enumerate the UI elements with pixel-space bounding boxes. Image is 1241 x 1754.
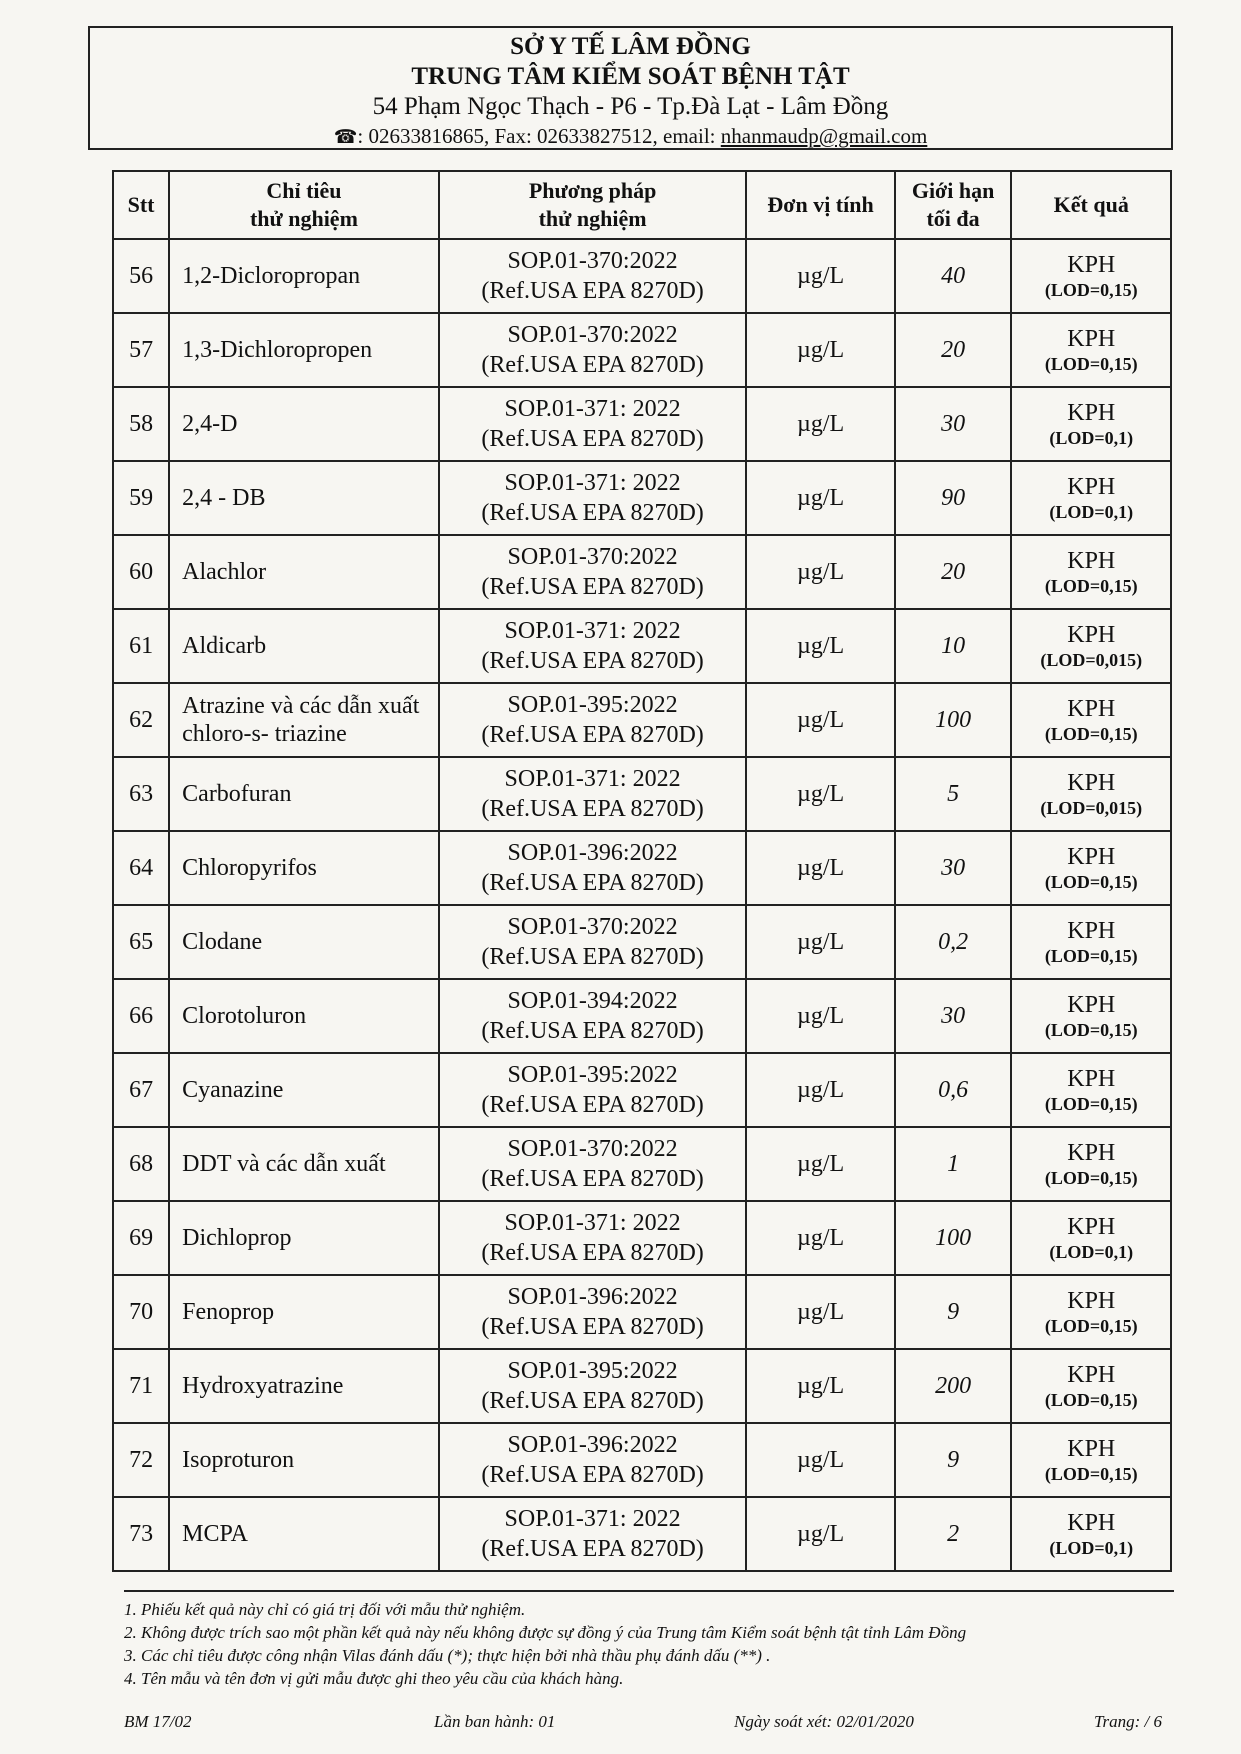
- result-value: KPH: [1067, 1510, 1116, 1536]
- result-value: KPH: [1067, 326, 1116, 352]
- row-stt: 61: [113, 609, 169, 683]
- table-row: [113, 1497, 1171, 1571]
- table-row: [113, 313, 1171, 387]
- table-row: [113, 1053, 1171, 1127]
- method-ref: (Ref.USA EPA 8270D): [481, 648, 704, 674]
- result-lod: (LOD=0,1): [1049, 502, 1134, 522]
- row-stt: 59: [113, 461, 169, 535]
- method-code: SOP.01-395:2022: [507, 1062, 678, 1088]
- table-row: [113, 683, 1171, 757]
- row-stt: 62: [113, 683, 169, 757]
- row-limit: 30: [895, 831, 1012, 905]
- row-limit: 30: [895, 387, 1012, 461]
- row-indicator: MCPA: [169, 1497, 439, 1571]
- row-indicator: Alachlor: [169, 535, 439, 609]
- row-result: [1011, 979, 1171, 1053]
- row-limit: 200: [895, 1349, 1012, 1423]
- row-limit: 10: [895, 609, 1012, 683]
- row-stt: 65: [113, 905, 169, 979]
- result-lod: (LOD=0,15): [1044, 946, 1138, 966]
- result-lod: (LOD=0,15): [1044, 1094, 1138, 1114]
- row-unit: µg/L: [746, 905, 894, 979]
- result-lod: (LOD=0,015): [1040, 650, 1143, 670]
- result-lod: (LOD=0,15): [1044, 354, 1138, 374]
- method-code: SOP.01-394:2022: [507, 988, 678, 1014]
- row-result: [1011, 461, 1171, 535]
- notes-divider: [124, 1590, 1174, 1592]
- row-stt: 63: [113, 757, 169, 831]
- method-ref: (Ref.USA EPA 8270D): [481, 1462, 704, 1488]
- row-stt: 72: [113, 1423, 169, 1497]
- result-lod: (LOD=0,15): [1044, 1390, 1138, 1410]
- row-limit: 40: [895, 239, 1012, 313]
- center-name: TRUNG TÂM KIỂM SOÁT BỆNH TẬT: [411, 63, 850, 90]
- row-method: [439, 757, 747, 831]
- method-code: SOP.01-370:2022: [507, 1136, 678, 1162]
- result-value: KPH: [1067, 844, 1116, 870]
- result-lod: (LOD=0,15): [1044, 872, 1138, 892]
- row-method: [439, 979, 747, 1053]
- result-value: KPH: [1067, 1288, 1116, 1314]
- row-result: [1011, 757, 1171, 831]
- method-code: SOP.01-371: 2022: [504, 396, 681, 422]
- result-value: KPH: [1067, 548, 1116, 574]
- form-code: BM 17/02: [124, 1712, 192, 1731]
- result-value: KPH: [1067, 992, 1116, 1018]
- row-result: [1011, 535, 1171, 609]
- row-result: [1011, 1349, 1171, 1423]
- row-indicator: Dichloprop: [169, 1201, 439, 1275]
- review-date: Ngày soát xét: 02/01/2020: [734, 1712, 914, 1731]
- method-code: SOP.01-371: 2022: [504, 1506, 681, 1532]
- department-name: SỞ Y TẾ LÂM ĐỒNG: [510, 33, 751, 60]
- issue-number: Lần ban hành: 01: [434, 1712, 556, 1731]
- row-unit: µg/L: [746, 979, 894, 1053]
- contact-line: [90, 122, 1171, 152]
- table-row: [113, 831, 1171, 905]
- note-3: 3. Các chỉ tiêu được công nhận Vilas đánh dấu (*); thực hiện bởi nhà thầu phụ đánh dấu (**) .: [124, 1646, 771, 1665]
- row-result: [1011, 1201, 1171, 1275]
- method-ref: (Ref.USA EPA 8270D): [481, 352, 704, 378]
- row-limit: 0,2: [895, 905, 1012, 979]
- row-stt: 73: [113, 1497, 169, 1571]
- row-method: [439, 1275, 747, 1349]
- header-stt: Stt: [113, 171, 169, 239]
- row-stt: 69: [113, 1201, 169, 1275]
- table-row: [113, 461, 1171, 535]
- row-method: [439, 387, 747, 461]
- row-indicator: Clodane: [169, 905, 439, 979]
- header-limit: Giới hạn tối đa: [895, 171, 1012, 239]
- row-unit: µg/L: [746, 239, 894, 313]
- row-method: [439, 609, 747, 683]
- table-row: [113, 1127, 1171, 1201]
- row-indicator: Isoproturon: [169, 1423, 439, 1497]
- row-unit: µg/L: [746, 831, 894, 905]
- method-ref: (Ref.USA EPA 8270D): [481, 1092, 704, 1118]
- row-result: [1011, 905, 1171, 979]
- page-number: Trang: / 6: [1094, 1712, 1163, 1731]
- phone-fax: : 02633816865, Fax: 02633827512, email:: [357, 124, 721, 148]
- result-lod: (LOD=0,15): [1044, 1020, 1138, 1040]
- method-ref: (Ref.USA EPA 8270D): [481, 500, 704, 526]
- row-unit: µg/L: [746, 683, 894, 757]
- row-stt: 58: [113, 387, 169, 461]
- row-unit: µg/L: [746, 1201, 894, 1275]
- row-method: [439, 1423, 747, 1497]
- method-code: SOP.01-371: 2022: [504, 618, 681, 644]
- result-lod: (LOD=0,15): [1044, 1168, 1138, 1188]
- result-lod: (LOD=0,15): [1044, 1316, 1138, 1336]
- result-value: KPH: [1067, 1436, 1116, 1462]
- row-unit: µg/L: [746, 1127, 894, 1201]
- note-1: 1. Phiếu kết quả này chỉ có giá trị đối với mẫu thử nghiệm.: [124, 1600, 526, 1619]
- header-result: Kết quả: [1011, 171, 1171, 239]
- method-ref: (Ref.USA EPA 8270D): [481, 1240, 704, 1266]
- table-row: [113, 239, 1171, 313]
- row-indicator: 1,2-Dicloropropan: [169, 239, 439, 313]
- row-unit: µg/L: [746, 1423, 894, 1497]
- row-indicator: 1,3-Dichloropropen: [169, 313, 439, 387]
- row-method: [439, 1053, 747, 1127]
- row-indicator: DDT và các dẫn xuất: [169, 1127, 439, 1201]
- method-ref: (Ref.USA EPA 8270D): [481, 944, 704, 970]
- method-ref: (Ref.USA EPA 8270D): [481, 1536, 704, 1562]
- result-value: KPH: [1067, 1140, 1116, 1166]
- result-value: KPH: [1067, 252, 1116, 278]
- row-limit: 20: [895, 535, 1012, 609]
- row-method: [439, 1127, 747, 1201]
- row-limit: 100: [895, 1201, 1012, 1275]
- method-ref: (Ref.USA EPA 8270D): [481, 1388, 704, 1414]
- notes: [124, 1590, 1174, 1690]
- method-code: SOP.01-396:2022: [507, 840, 678, 866]
- method-ref: (Ref.USA EPA 8270D): [481, 870, 704, 896]
- method-ref: (Ref.USA EPA 8270D): [481, 722, 704, 748]
- row-limit: 0,6: [895, 1053, 1012, 1127]
- row-result: [1011, 683, 1171, 757]
- table-header-row: [113, 171, 1171, 239]
- row-method: [439, 1349, 747, 1423]
- row-limit: 100: [895, 683, 1012, 757]
- table-row: [113, 609, 1171, 683]
- row-result: [1011, 1497, 1171, 1571]
- row-limit: 9: [895, 1275, 1012, 1349]
- row-method: [439, 239, 747, 313]
- method-ref: (Ref.USA EPA 8270D): [481, 1314, 704, 1340]
- row-method: [439, 1497, 747, 1571]
- phone-icon: ☎: [333, 127, 358, 148]
- table-row: [113, 905, 1171, 979]
- row-unit: µg/L: [746, 535, 894, 609]
- result-value: KPH: [1067, 696, 1116, 722]
- method-ref: (Ref.USA EPA 8270D): [481, 796, 704, 822]
- method-code: SOP.01-395:2022: [507, 1358, 678, 1384]
- note-2: 2. Không được trích sao một phần kết quả này nếu không được sự đồng ý của Trung tâm Kiểm soát bệnh tật tỉnh Lâm Đồng: [124, 1623, 967, 1642]
- method-code: SOP.01-370:2022: [507, 544, 678, 570]
- row-indicator: Clorotoluron: [169, 979, 439, 1053]
- row-stt: 56: [113, 239, 169, 313]
- row-unit: µg/L: [746, 313, 894, 387]
- row-stt: 57: [113, 313, 169, 387]
- result-lod: (LOD=0,15): [1044, 724, 1138, 744]
- row-unit: µg/L: [746, 1497, 894, 1571]
- result-value: KPH: [1067, 1214, 1116, 1240]
- result-value: KPH: [1067, 1362, 1116, 1388]
- document-header: [88, 26, 1173, 150]
- row-stt: 71: [113, 1349, 169, 1423]
- method-code: SOP.01-370:2022: [507, 914, 678, 940]
- row-limit: 90: [895, 461, 1012, 535]
- method-code: SOP.01-396:2022: [507, 1432, 678, 1458]
- table-row: [113, 535, 1171, 609]
- table-row: [113, 1275, 1171, 1349]
- method-ref: (Ref.USA EPA 8270D): [481, 426, 704, 452]
- table-row: [113, 1201, 1171, 1275]
- row-result: [1011, 1423, 1171, 1497]
- note-4: 4. Tên mẫu và tên đơn vị gửi mẫu được ghi theo yêu cầu của khách hàng.: [124, 1669, 624, 1688]
- row-result: [1011, 831, 1171, 905]
- row-stt: 64: [113, 831, 169, 905]
- row-method: [439, 1201, 747, 1275]
- table-row: [113, 1349, 1171, 1423]
- row-limit: 9: [895, 1423, 1012, 1497]
- row-indicator: Aldicarb: [169, 609, 439, 683]
- method-code: SOP.01-370:2022: [507, 322, 678, 348]
- result-lod: (LOD=0,1): [1049, 1538, 1134, 1558]
- row-stt: 67: [113, 1053, 169, 1127]
- table-row: [113, 387, 1171, 461]
- result-value: KPH: [1067, 770, 1116, 796]
- method-ref: (Ref.USA EPA 8270D): [481, 1166, 704, 1192]
- method-ref: (Ref.USA EPA 8270D): [481, 1018, 704, 1044]
- method-ref: (Ref.USA EPA 8270D): [481, 574, 704, 600]
- row-stt: 68: [113, 1127, 169, 1201]
- result-lod: (LOD=0,1): [1049, 428, 1134, 448]
- result-lod: (LOD=0,1): [1049, 1242, 1134, 1262]
- row-limit: 2: [895, 1497, 1012, 1571]
- row-unit: µg/L: [746, 461, 894, 535]
- method-code: SOP.01-396:2022: [507, 1284, 678, 1310]
- row-limit: 1: [895, 1127, 1012, 1201]
- row-limit: 20: [895, 313, 1012, 387]
- method-code: SOP.01-370:2022: [507, 248, 678, 274]
- row-result: [1011, 1275, 1171, 1349]
- result-lod: (LOD=0,15): [1044, 1464, 1138, 1484]
- row-method: [439, 831, 747, 905]
- row-limit: 30: [895, 979, 1012, 1053]
- row-method: [439, 313, 747, 387]
- table-row: [113, 1423, 1171, 1497]
- result-value: KPH: [1067, 400, 1116, 426]
- row-method: [439, 535, 747, 609]
- results-table: [112, 170, 1172, 1572]
- row-stt: 70: [113, 1275, 169, 1349]
- row-result: [1011, 1053, 1171, 1127]
- row-result: [1011, 387, 1171, 461]
- row-stt: 60: [113, 535, 169, 609]
- row-result: [1011, 313, 1171, 387]
- row-unit: µg/L: [746, 1275, 894, 1349]
- method-code: SOP.01-371: 2022: [504, 470, 681, 496]
- method-code: SOP.01-395:2022: [507, 692, 678, 718]
- header-indicator: Chỉ tiêu thử nghiệm: [169, 171, 439, 239]
- table-row: [113, 757, 1171, 831]
- row-indicator: Atrazine và các dẫn xuất chloro-s- triazine: [169, 683, 439, 757]
- row-result: [1011, 1127, 1171, 1201]
- header-unit: Đơn vị tính: [746, 171, 894, 239]
- address: 54 Phạm Ngọc Thạch - P6 - Tp.Đà Lạt - Lâm Đồng: [372, 93, 889, 120]
- row-indicator: Cyanazine: [169, 1053, 439, 1127]
- table-row: [113, 979, 1171, 1053]
- row-method: [439, 905, 747, 979]
- row-indicator: Hydroxyatrazine: [169, 1349, 439, 1423]
- row-stt: 66: [113, 979, 169, 1053]
- row-unit: µg/L: [746, 609, 894, 683]
- row-indicator: 2,4-D: [169, 387, 439, 461]
- result-lod: (LOD=0,15): [1044, 280, 1138, 300]
- row-indicator: Chloropyrifos: [169, 831, 439, 905]
- result-value: KPH: [1067, 474, 1116, 500]
- result-lod: (LOD=0,015): [1040, 798, 1143, 818]
- row-result: [1011, 239, 1171, 313]
- row-method: [439, 683, 747, 757]
- row-indicator: 2,4 - DB: [169, 461, 439, 535]
- result-value: KPH: [1067, 1066, 1116, 1092]
- row-method: [439, 461, 747, 535]
- method-code: SOP.01-371: 2022: [504, 766, 681, 792]
- email-link[interactable]: nhanmaudp@gmail.com: [720, 124, 928, 148]
- row-unit: µg/L: [746, 757, 894, 831]
- row-unit: µg/L: [746, 387, 894, 461]
- method-code: SOP.01-371: 2022: [504, 1210, 681, 1236]
- row-unit: µg/L: [746, 1349, 894, 1423]
- method-ref: (Ref.USA EPA 8270D): [481, 278, 704, 304]
- row-limit: 5: [895, 757, 1012, 831]
- result-value: KPH: [1067, 918, 1116, 944]
- result-lod: (LOD=0,15): [1044, 576, 1138, 596]
- row-indicator: Fenoprop: [169, 1275, 439, 1349]
- header-method: Phương pháp thử nghiệm: [439, 171, 747, 239]
- row-unit: µg/L: [746, 1053, 894, 1127]
- row-result: [1011, 609, 1171, 683]
- row-indicator: Carbofuran: [169, 757, 439, 831]
- result-value: KPH: [1067, 622, 1116, 648]
